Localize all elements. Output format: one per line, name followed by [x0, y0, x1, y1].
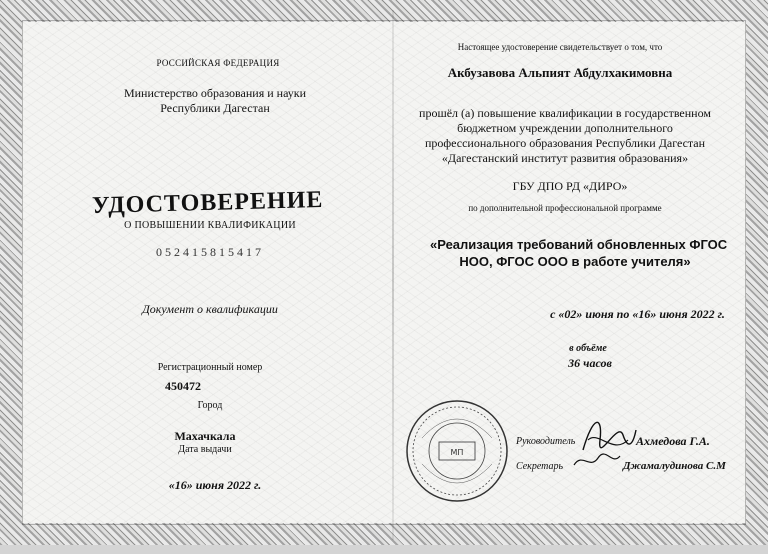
volume-hours: 36 часов [568, 356, 612, 370]
secretary-name: Джамалудинова С.М [623, 460, 726, 472]
training-line2: бюджетном учреждении дополнительного [457, 121, 673, 135]
org-short-name: ГБУ ДПО РД «ДИРО» [512, 179, 628, 193]
training-line1: прошёл (а) повышение квалификации в государственном [419, 106, 711, 120]
city-name: Махачкала [174, 429, 236, 443]
training-period: с «02» июня по «16» июня 2022 г. [550, 307, 725, 321]
volume-label: в объёме [569, 343, 607, 354]
ministry-line2: Республики Дагестан [160, 101, 270, 115]
official-seal [404, 398, 510, 504]
head-name: Ахмедова Г.А. [636, 434, 710, 448]
holder-name: Акбузавова Альпият Абдулхакимовна [447, 65, 673, 80]
program-title-line1: «Реализация требований обновленных ФГОС [430, 237, 728, 252]
secretary-signature [572, 450, 622, 472]
city-label: Город [197, 400, 223, 411]
issue-date: «16» июня 2022 г. [168, 478, 262, 492]
ministry-line1: Министерство образования и науки [123, 86, 307, 100]
secretary-label: Секретарь [516, 461, 564, 472]
program-title-line2: НОО, ФГОС ООО в работе учителя» [459, 254, 691, 269]
training-line4: «Дагестанский институт развития образования» [441, 151, 689, 165]
reg-number: 450472 [165, 379, 201, 393]
document-title: УДОСТОВЕРЕНИЕ [91, 186, 324, 220]
bottom-strip [0, 545, 768, 554]
serial-number: 052415815417 [156, 245, 264, 259]
document-subtitle: О ПОВЫШЕНИИ КВАЛИФИКАЦИИ [124, 220, 296, 231]
reg-number-label: Регистрационный номер [157, 362, 263, 373]
program-label: по дополнительной профессиональной программе [468, 203, 662, 213]
country-label: РОССИЙСКАЯ ФЕДЕРАЦИЯ [156, 58, 280, 68]
training-line3: профессионального образования Республики Дагестан [424, 136, 706, 150]
svg-text:МП: МП [450, 448, 464, 457]
certifies-intro: Настоящее удостоверение свидетельствует о том, что [457, 42, 663, 52]
document-type: Документ о квалификации [142, 302, 278, 316]
center-fold [392, 10, 394, 540]
issue-date-label: Дата выдачи [178, 444, 232, 455]
head-label: Руководитель [516, 436, 576, 447]
